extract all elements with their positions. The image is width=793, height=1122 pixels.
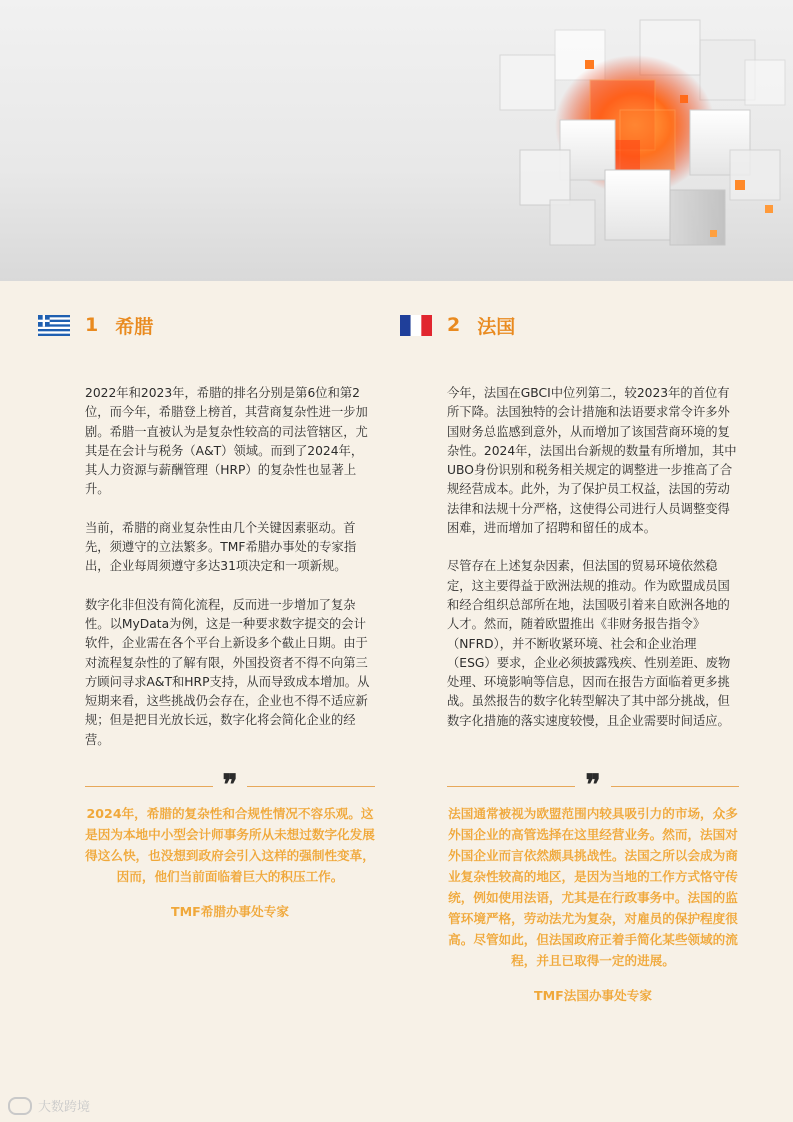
quote-block-france — [447, 768, 739, 1004]
watermark-logo-icon — [8, 1097, 32, 1115]
quote-source: TMF法国办事处专家 — [534, 988, 652, 1003]
quote-text: 2024年，希腊的复杂性和合规性情况不容乐观。这是因为本地中小型会计师事务所从未想过数字化发展得这么快，也没想到政府会引入这样的强制性变革，因而，他们当前面临着巨大的积压工作。 — [85, 806, 375, 884]
paragraph: 当前，希腊的商业复杂性由几个关键因素驱动。首先，须遵守的立法繁多。TMF希腊办事处的专家指出，企业每周须遵守多达31项决定和一项新规。 — [85, 520, 357, 574]
section-title: 法国 — [477, 315, 516, 338]
section-number: 2 — [447, 314, 461, 336]
quote-text: 法国通常被视为欧盟范围内较具吸引力的市场，众多外国企业的高管选择在这里经营业务。然而，法国对外国企业而言依然颇具挑战性。法国之所以会成为商业复杂性较高的地区，是因为当地的工作方式恪守传统，例如使用法语，尤其是在行政事务中。法国的监管环境严格，劳动法尤为复杂，对雇员的保护程度很高。尽管如此，但法国政府正着手简化某些领域的流程，并且已取得一定的进展。 — [448, 806, 738, 968]
section-number: 1 — [85, 314, 99, 336]
paragraph: 2022年和2023年，希腊的排名分别是第6位和第2位，而今年，希腊登上榜首，其营商复杂性进一步加剧。希腊一直被认为是复杂性较高的司法管辖区，尤其是在会计与税务（A&T）领域。而到了2024年，其人力资源与薪酬管理（HRP）的复杂性也显著上升。 — [85, 386, 368, 497]
paragraph: 数字化非但没有简化流程，反而进一步增加了复杂性。以MyData为例，这是一种要求数字提交的会计软件，企业需在各个平台上新设多个截止日期。由于对流程复杂性的了解有限，外国投资者不得不向第三方顾问寻求A&T和HRP支持，从而导致成本增加。从短期来看，这些挑战仍会存在，企业也不得不适应新规；但是把目光放长远，数字化将会简化企业的经营。 — [85, 597, 370, 747]
hero-image — [0, 0, 793, 281]
quote-divider — [447, 768, 739, 801]
paragraph: 尽管存在上述复杂因素，但法国的贸易环境依然稳定，这主要得益于欧洲法规的推动。作为欧盟成员国和经合组织总部所在地，法国吸引着来自欧洲各地的人才。然而，随着欧盟推出《非财务报告指令》（NFRD），并不断收紧环境、社会和企业治理（ESG）要求，企业必须披露残疾、性别差距、废物处理、环境影响等信息，因而在报告方面临着更多挑战。虽然报告的数字化转型解决了其中部分挑战，但数字化措施的落实速度较慢，且企业需要时间适应。 — [447, 559, 731, 728]
paragraph: 今年，法国在GBCI中位列第二，较2023年的首位有所下降。法国独特的会计措施和法语要求常令许多外国财务总监感到意外，从而增加了该国营商环境的复杂性。2024年，法国出台新规的数量有所增加，其中UBO身份识别和税务相关规定的调整进一步推高了合规经营成本。此外，为了保护员工权益，法国的劳动法律和法规十分严格，这使得公司进行人员调整变得困难，进而增加了招聘和留任的成本。 — [447, 386, 737, 536]
section-heading-france — [400, 311, 515, 339]
section-title: 希腊 — [115, 315, 154, 338]
quote-source: TMF希腊办事处专家 — [171, 904, 289, 919]
quote-divider — [85, 768, 375, 801]
section-heading-greece — [38, 311, 153, 339]
section-body-greece — [85, 384, 375, 769]
section-body-france — [447, 384, 739, 750]
watermark — [8, 1096, 90, 1115]
greece-flag-icon — [38, 315, 70, 336]
quote-block-greece — [85, 768, 375, 920]
quote-mark-icon: ❞ — [222, 768, 238, 801]
watermark-text: 大数跨境 — [38, 1100, 91, 1115]
france-flag-icon — [400, 315, 432, 336]
quote-mark-icon: ❞ — [585, 768, 601, 801]
